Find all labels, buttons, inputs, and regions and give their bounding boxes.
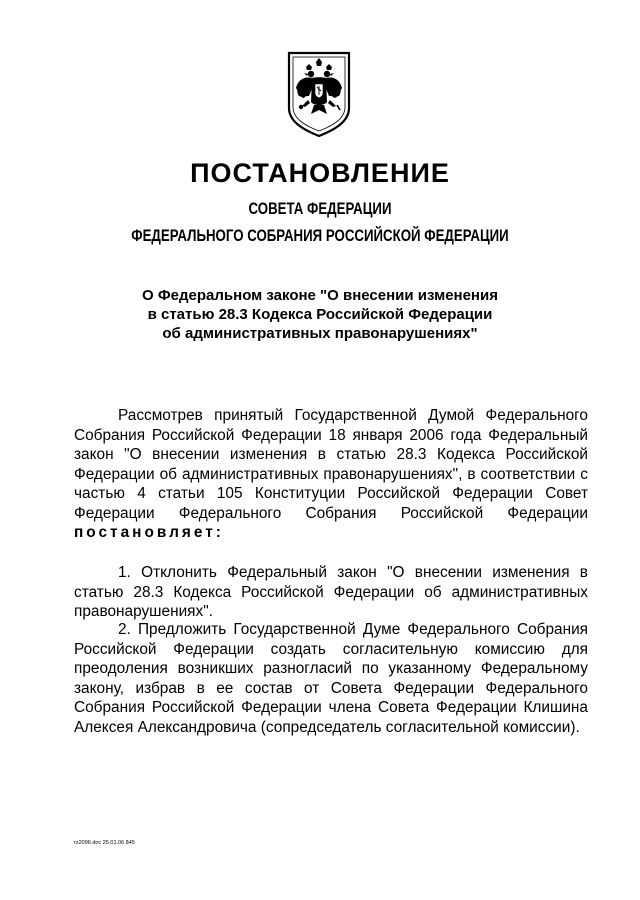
document-subject (100, 286, 540, 343)
issuer-line-2: ФЕДЕРАЛЬНОГО СОБРАНИЯ РОССИЙСКОЙ ФЕДЕРАЦИИ (131, 226, 509, 245)
subject-line-2: в статью 28.3 Кодекса Российской Федерации (147, 306, 493, 323)
subject-line-3: об административных правонарушениях" (162, 325, 478, 342)
resolution-item-2 (74, 620, 588, 737)
resolution-item-1-text: 1. Отклонить Федеральный закон "О внесении изменения в статью 28.3 Кодекса Российской Федерации об административных правонарушениях". (74, 564, 588, 620)
resolution-item-2-text: 2. Предложить Государственной Думе Федерального Собрания Российской Федерации создать согласительную комиссию для преодоления возникших разногласий по указанному Федеральному закону, избрав в ее состав от Совета Федерации Федерального Собрания Российской Федерации члена Совета Федерации Клишина Алексея Александровича (сопредседатель согласительной комиссии). (74, 621, 588, 736)
file-reference: rz2096.doc 25.01.06 845 (74, 840, 135, 846)
issuer-line-1: СОВЕТА ФЕДЕРАЦИИ (248, 199, 392, 218)
resolves-colon: : (215, 524, 224, 541)
preamble-paragraph (74, 406, 588, 543)
russian-coat-of-arms-icon (286, 50, 352, 138)
resolves-keyword: постановляет (74, 524, 216, 541)
document-title: ПОСТАНОВЛЕНИЕ (190, 158, 450, 188)
subject-line-1: О Федеральном законе "О внесении изменения (142, 287, 498, 304)
resolution-item-1 (74, 563, 588, 622)
preamble-text: Рассмотрев принятый Государственной Думой Федерального Собрания Российской Федерации 18 января 2006 года Федеральный закон "О внесении изменения в статью 28.3 Кодекса Российской Федерации об административных правонарушениях", в соответствии с частью 4 статьи 105 Конституции Российской Федерации Совет Федерации Федерального Собрания Российской Федерации (74, 407, 588, 522)
